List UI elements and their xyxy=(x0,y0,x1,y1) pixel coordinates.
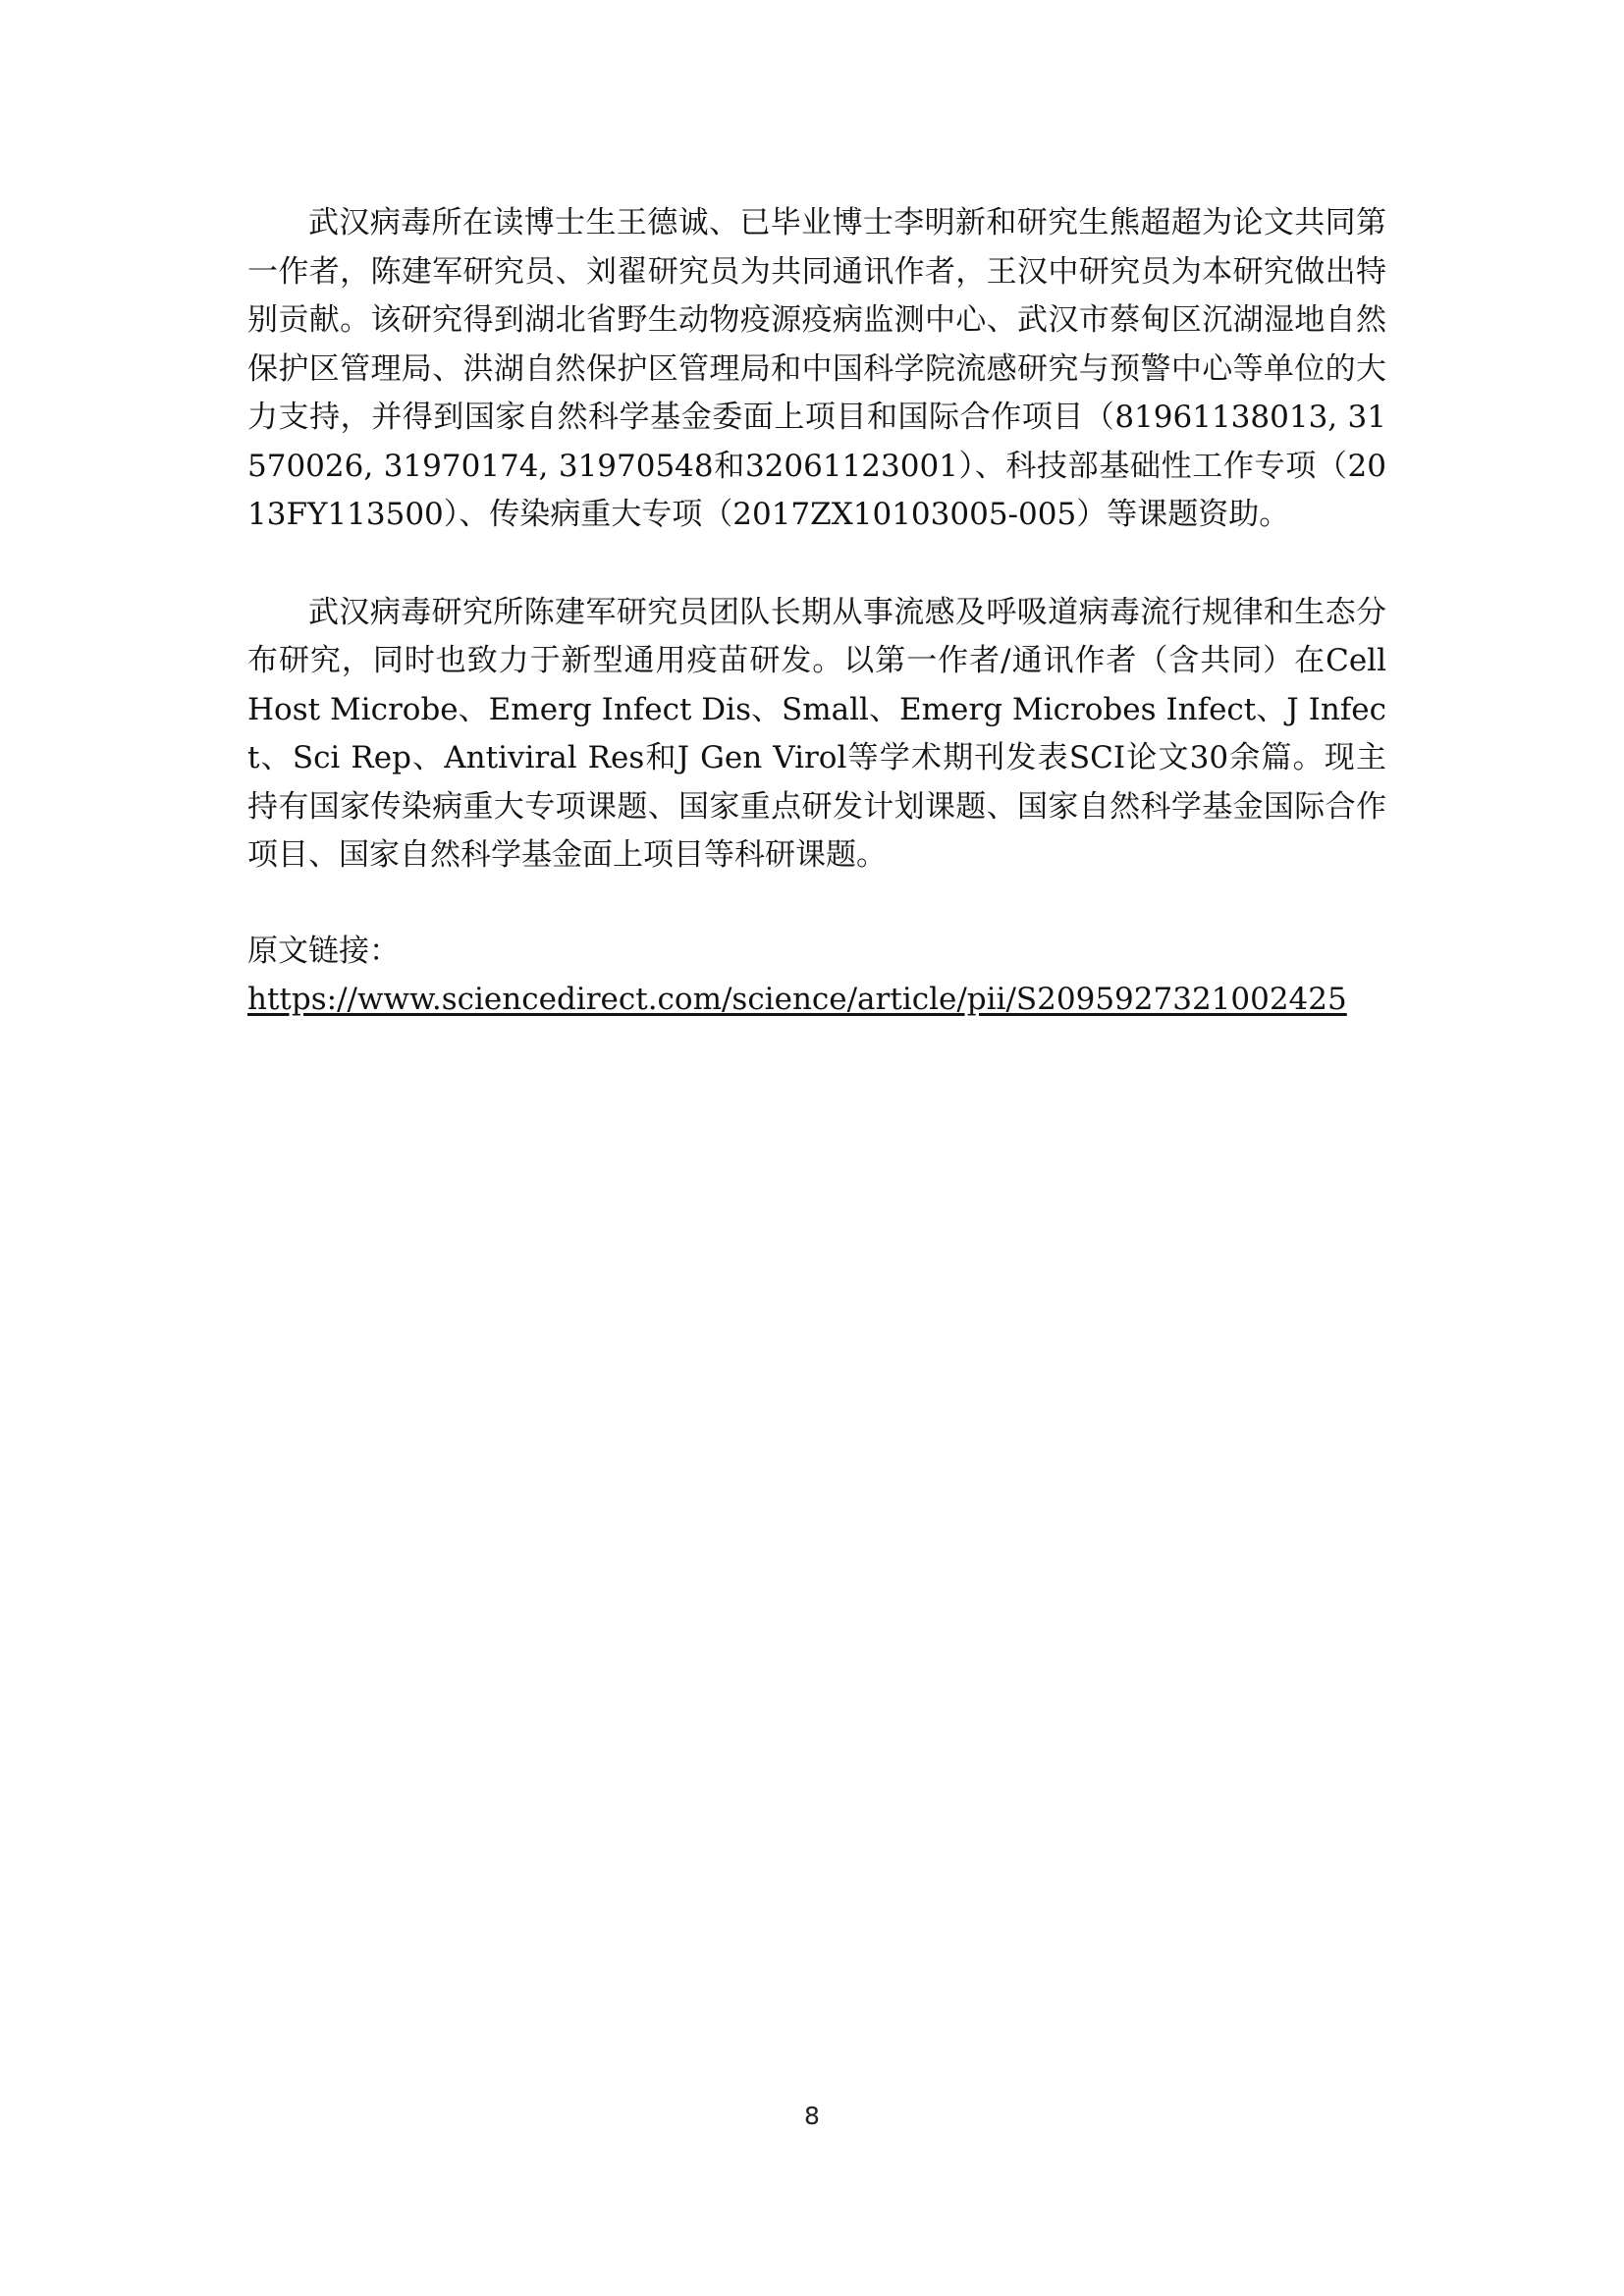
page-content xyxy=(247,199,1386,1025)
page-number: 8 xyxy=(804,2102,820,2130)
paragraph-author-contributions: 武汉病毒所在读博士生王德诚、已毕业博士李明新和研究生熊超超为论文共同第一作者，陈建军研究员、刘翟研究员为共同通讯作者，王汉中研究员为本研究做出特别贡献。该研究得到湖北省野生动物疫源疫病监测中心、武汉市蔡甸区沉湖湿地自然保护区管理局、洪湖自然保护区管理局和中国科学院流感研究与预警中心等单位的大力支持，并得到国家自然科学基金委面上项目和国际合作项目（81961138013, 31570026, 31970174, 31970548和32061123001）、科技部基础性工作专项（2013FY113500）、传染病重大专项（2017ZX10103005-005）等课题资助。 xyxy=(247,205,1386,532)
source-link-label: 原文链接： xyxy=(247,933,400,969)
source-link[interactable]: https://www.sciencedirect.com/science/article/pii/S2095927321002425 xyxy=(247,982,1347,1017)
paragraph-team-introduction: 武汉病毒研究所陈建军研究员团队长期从事流感及呼吸道病毒流行规律和生态分布研究，同时也致力于新型通用疫苗研发。以第一作者/通讯作者（含共同）在Cell Host Microbe、Emerg Infect Dis、Small、Emerg Microbes Infect、J Infect、Sci Rep、Antiviral Res和J Gen Virol等学术期刊发表SCI论文30余篇。现主持有国家传染病重大专项课题、国家重点研发计划课题、国家自然科学基金国际合作项目、国家自然科学基金面上项目等科研课题。 xyxy=(247,594,1386,873)
